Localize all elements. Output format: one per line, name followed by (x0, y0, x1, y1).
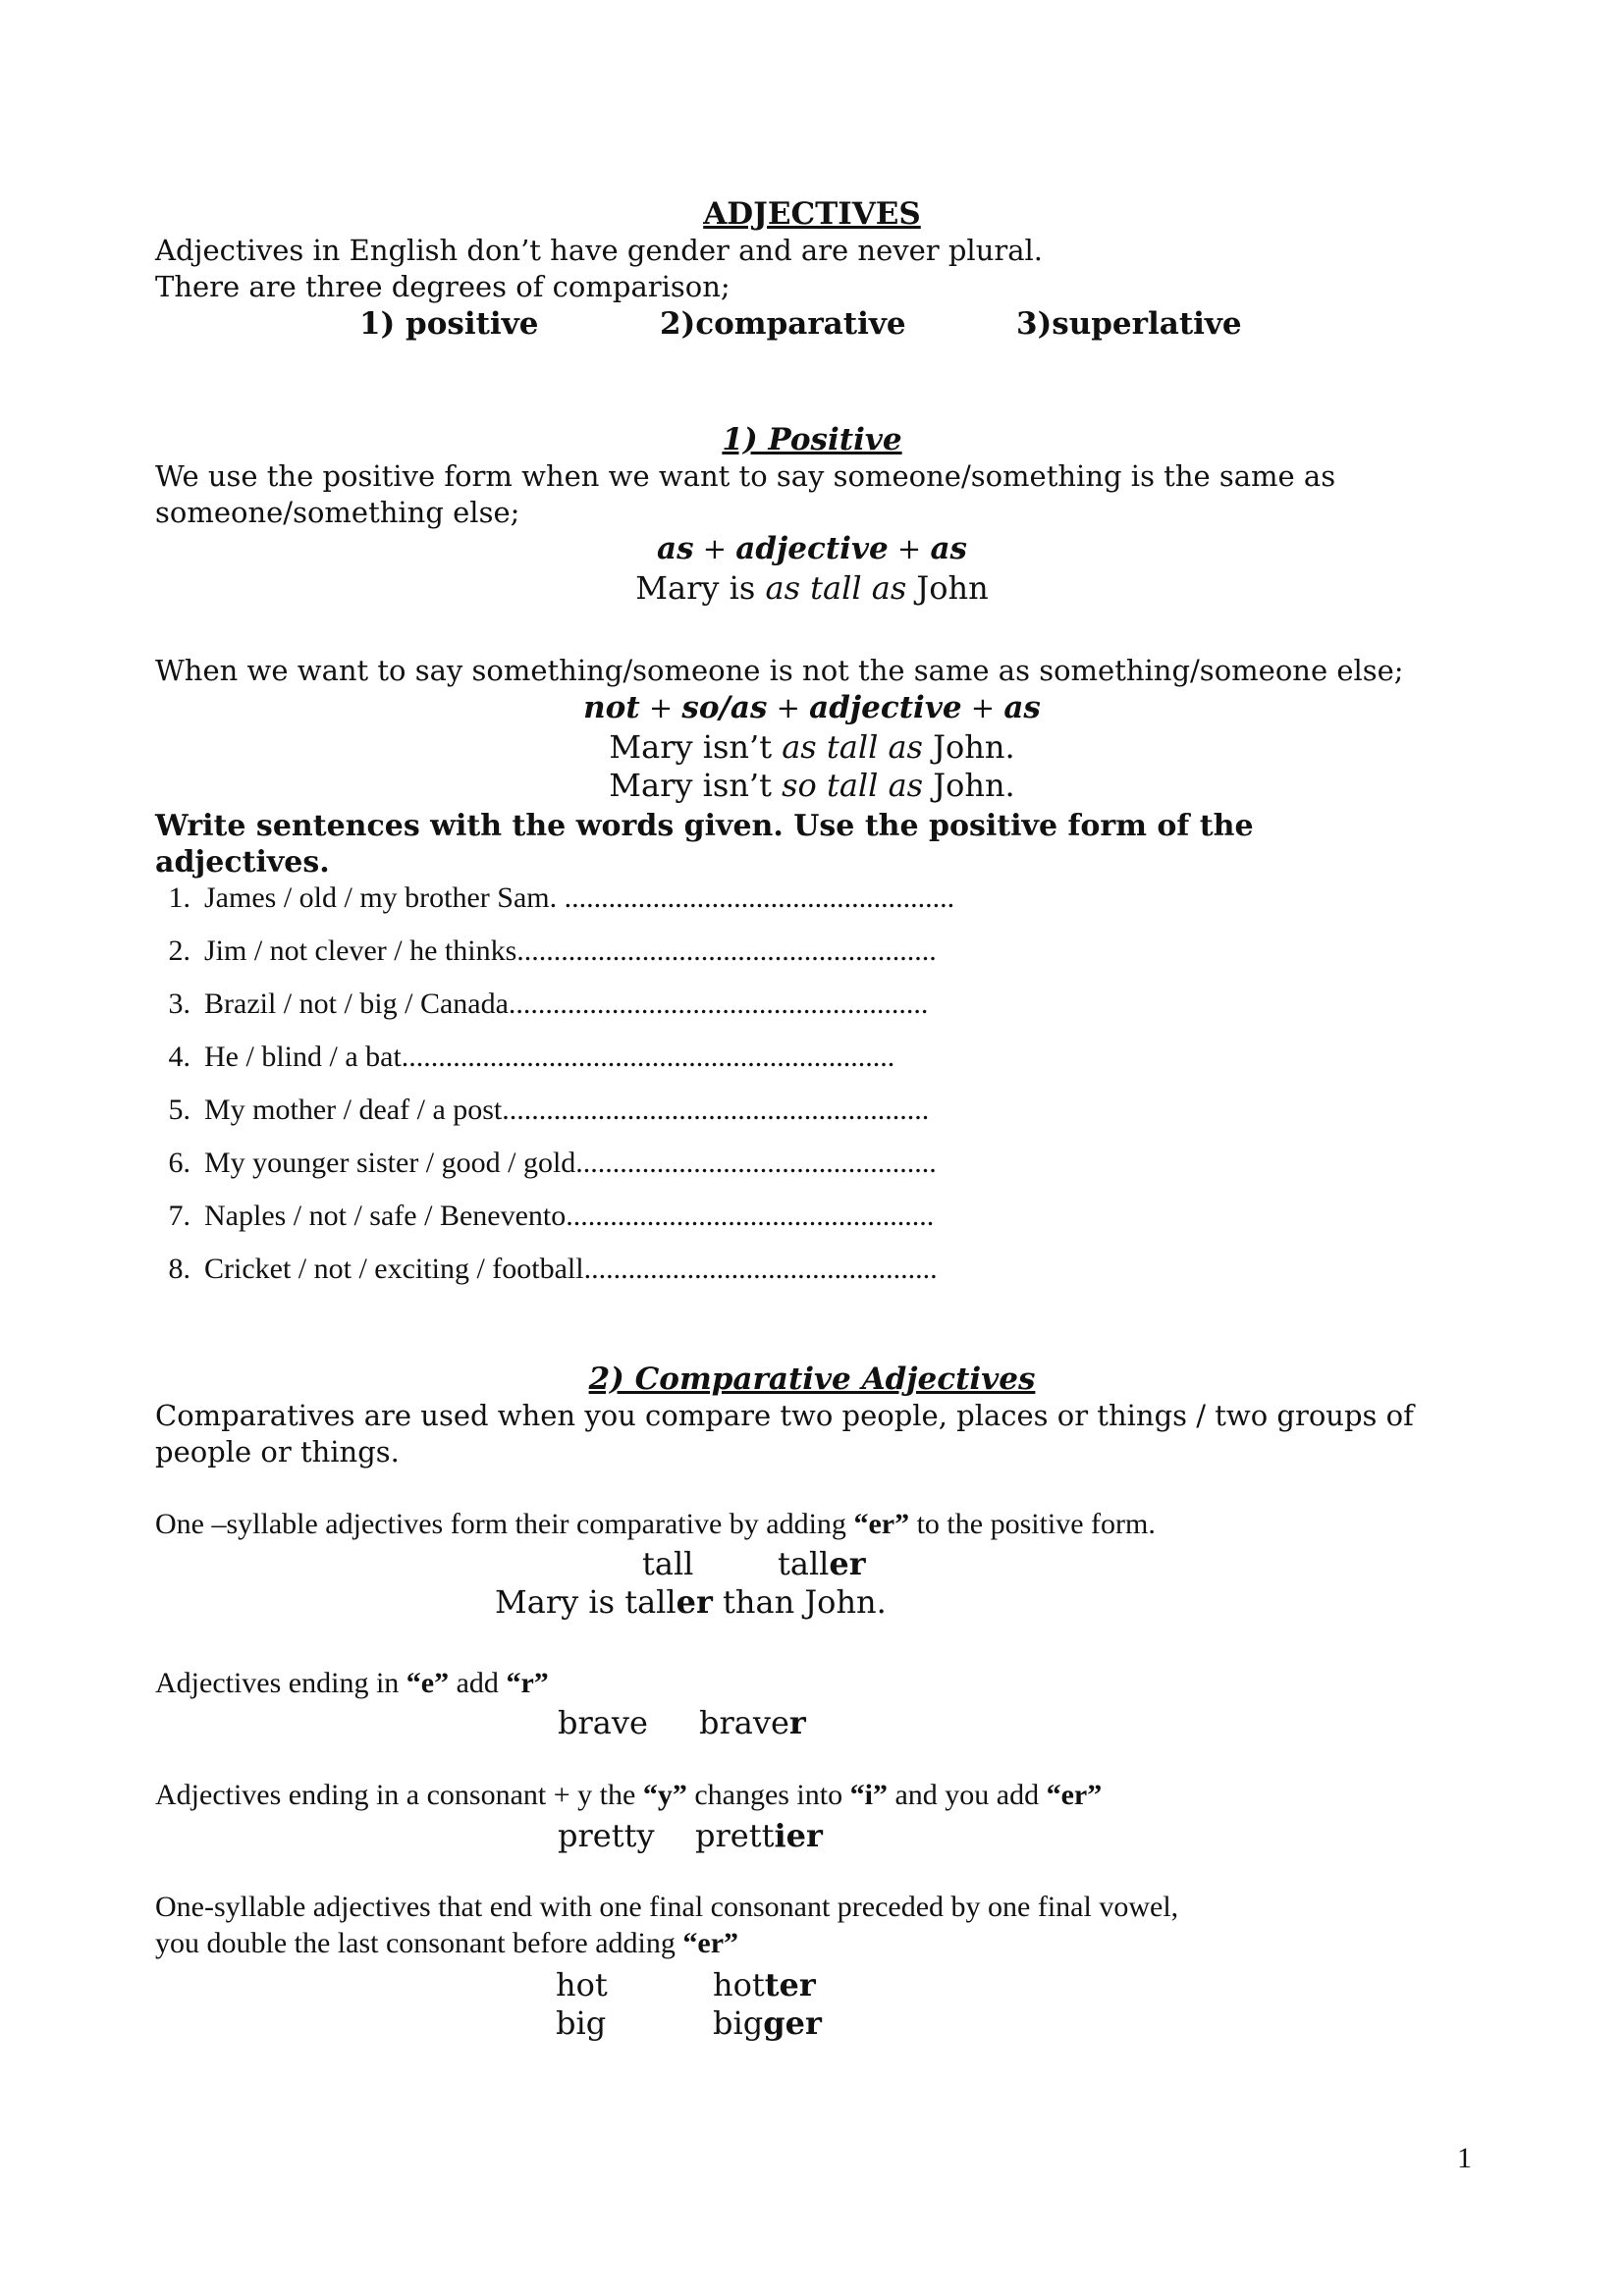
pair3-positive: pretty (558, 1817, 655, 1854)
comparative-example (495, 1583, 887, 1621)
pair5-comparative-base: big (713, 2004, 764, 2042)
exercise-item-number: 8. (168, 1253, 190, 1285)
formula-plus-2: + (888, 532, 931, 565)
pair3-comparative-suffix: ier (774, 1817, 823, 1854)
pair2-comparative-suffix: r (788, 1704, 806, 1741)
rule4-pre: you double the last consonant before adding (155, 1927, 683, 1959)
exercise-item-number: 1. (168, 881, 190, 914)
exercise-item-number: 2. (168, 934, 190, 967)
neg-formula-as: as (1003, 690, 1041, 725)
pair2-comparative-base: brave (699, 1704, 789, 1741)
exercise-item-number: 7. (168, 1200, 190, 1232)
formula-as-1: as (656, 531, 694, 566)
negative-formula (0, 690, 1624, 726)
exercise-item-number: 4. (168, 1041, 190, 1073)
exercise-item (155, 1041, 894, 1074)
exercise-item (155, 1200, 934, 1233)
neg-formula-plus-2: + (767, 691, 810, 724)
neg-ex2-pre: Mary isn’t (609, 767, 783, 804)
exercise-item-text: My mother / deaf / a post.......................................................... (204, 1094, 930, 1126)
positive-desc-1: We use the positive form when we want to say someone/something is the same as (155, 459, 1336, 493)
rule3-pre: Adjectives ending in a consonant + y the (155, 1779, 643, 1811)
pair-brave (558, 1704, 806, 1741)
positive-example (0, 569, 1624, 607)
neg-formula-soas: so/as (681, 690, 768, 725)
ex1-post: than John. (712, 1583, 887, 1621)
positive-desc-2: someone/something else; (155, 496, 520, 529)
exercise-item-text: James / old / my brother Sam. ..................................................... (204, 881, 955, 914)
rule2-q2: “r” (506, 1667, 549, 1699)
neg-ex1-post: John. (922, 728, 1015, 766)
pair5-comparative-suffix: ger (763, 2004, 822, 2042)
exercise-item-text: Jim / not clever / he thinks......................................................... (204, 934, 937, 967)
formula-as-2: as (930, 531, 967, 566)
intro-line-2: There are three degrees of comparison; (155, 270, 731, 303)
rule-double-consonant-1: One-syllable adjectives that end with one final consonant preceded by one final vowel, (155, 1891, 1179, 1923)
exercise-item (155, 1147, 937, 1180)
pair4-comparative-base: hot (713, 1966, 765, 2003)
pair4-positive: hot (556, 1966, 608, 2003)
exercise-instruction-2: adjectives. (155, 845, 330, 880)
page-number: 1 (1457, 2142, 1472, 2174)
rule3-mid2: and you add (887, 1779, 1047, 1811)
neg-ex1-pre: Mary isn’t (609, 728, 783, 766)
rule3-q2: “i” (849, 1779, 888, 1811)
pair-hot (556, 1966, 816, 2003)
example-post: John (906, 569, 989, 607)
exercise-item-text: Cricket / not / exciting / football................................................ (204, 1253, 938, 1285)
pair1-positive: tall (642, 1545, 694, 1582)
negative-example-2 (0, 767, 1624, 804)
exercise-item (155, 881, 954, 915)
neg-ex1-emphasis: as tall as (782, 728, 923, 766)
example-pre: Mary is (635, 569, 766, 607)
rule1-post: to the positive form. (909, 1508, 1156, 1540)
exercise-item (155, 934, 937, 968)
exercise-item-text: My younger sister / good / gold................................................. (204, 1147, 937, 1179)
intro-line-1: Adjectives in English don’t have gender and are never plural. (155, 234, 1044, 267)
rule-ending-e (155, 1667, 549, 1700)
neg-formula-plus-3: + (961, 691, 1004, 724)
exercise-item (155, 988, 928, 1021)
rule4-q: “er” (682, 1927, 739, 1959)
exercise-instruction-1: Write sentences with the words given. Use the positive form of the (155, 809, 1254, 843)
rule1-pre: One –syllable adjectives form their comparative by adding (155, 1508, 854, 1540)
exercise-item-number: 5. (168, 1094, 190, 1126)
exercise-item-text: Brazil / not / big / Canada......................................................... (204, 988, 929, 1020)
pair3-comparative-base: prett (695, 1817, 775, 1854)
rule1-suffix: “er” (853, 1508, 910, 1540)
ex1-pre: Mary is tall (495, 1583, 677, 1621)
pair1-comparative-base: tall (778, 1545, 830, 1582)
rule3-mid1: changes into (686, 1779, 850, 1811)
pair-big (556, 2004, 822, 2042)
pair2-positive: brave (558, 1704, 648, 1741)
section-heading-positive: 1) Positive (722, 422, 902, 457)
ex1-suffix: er (676, 1583, 713, 1621)
rule2-q1: “e” (406, 1667, 450, 1699)
formula-plus-1: + (693, 532, 736, 565)
rule-ending-y (155, 1779, 1102, 1812)
exercise-item (155, 1094, 929, 1127)
negative-desc: When we want to say something/someone is not the same as something/someone else; (155, 654, 1404, 687)
pair-tall (642, 1545, 866, 1582)
neg-formula-not: not (583, 690, 640, 725)
page-title: ADJECTIVES (703, 196, 921, 232)
exercise-item-text: Naples / not / safe / Benevento.................................................. (204, 1200, 935, 1232)
degree-positive: 1) positive (359, 306, 539, 342)
neg-ex2-emphasis: so tall as (782, 767, 924, 804)
neg-formula-plus-1: + (639, 691, 682, 724)
rule3-q3: “er” (1046, 1779, 1103, 1811)
section-heading-comparative: 2) Comparative Adjectives (588, 1362, 1036, 1397)
example-emphasis: as tall as (765, 569, 907, 607)
exercise-item-text: He / blind / a bat................................................................... (204, 1041, 895, 1073)
rule-double-consonant-2 (155, 1927, 738, 1960)
comparative-desc-1: Comparatives are used when you compare two people, places or things / two groups of (155, 1399, 1414, 1432)
positive-formula (0, 531, 1624, 567)
negative-example-1 (0, 728, 1624, 766)
exercise-item-number: 3. (168, 988, 190, 1020)
rule2-pre: Adjectives ending in (155, 1667, 406, 1699)
pair-pretty (558, 1817, 823, 1854)
rule2-mid: add (449, 1667, 507, 1699)
pair1-comparative-suffix: er (829, 1545, 866, 1582)
degree-superlative: 3)superlative (1016, 306, 1242, 342)
exercise-item-number: 6. (168, 1147, 190, 1179)
pair5-positive: big (556, 2004, 607, 2042)
rule3-q1: “y” (642, 1779, 687, 1811)
comparative-desc-2: people or things. (155, 1435, 400, 1468)
degree-comparative: 2)comparative (660, 306, 906, 342)
pair4-comparative-suffix: ter (764, 1966, 816, 2003)
rule-one-syllable (155, 1508, 1156, 1541)
exercise-item (155, 1253, 938, 1286)
neg-formula-adjective: adjective (809, 690, 962, 725)
neg-ex2-post: John. (923, 767, 1015, 804)
formula-adjective: adjective (735, 531, 889, 566)
